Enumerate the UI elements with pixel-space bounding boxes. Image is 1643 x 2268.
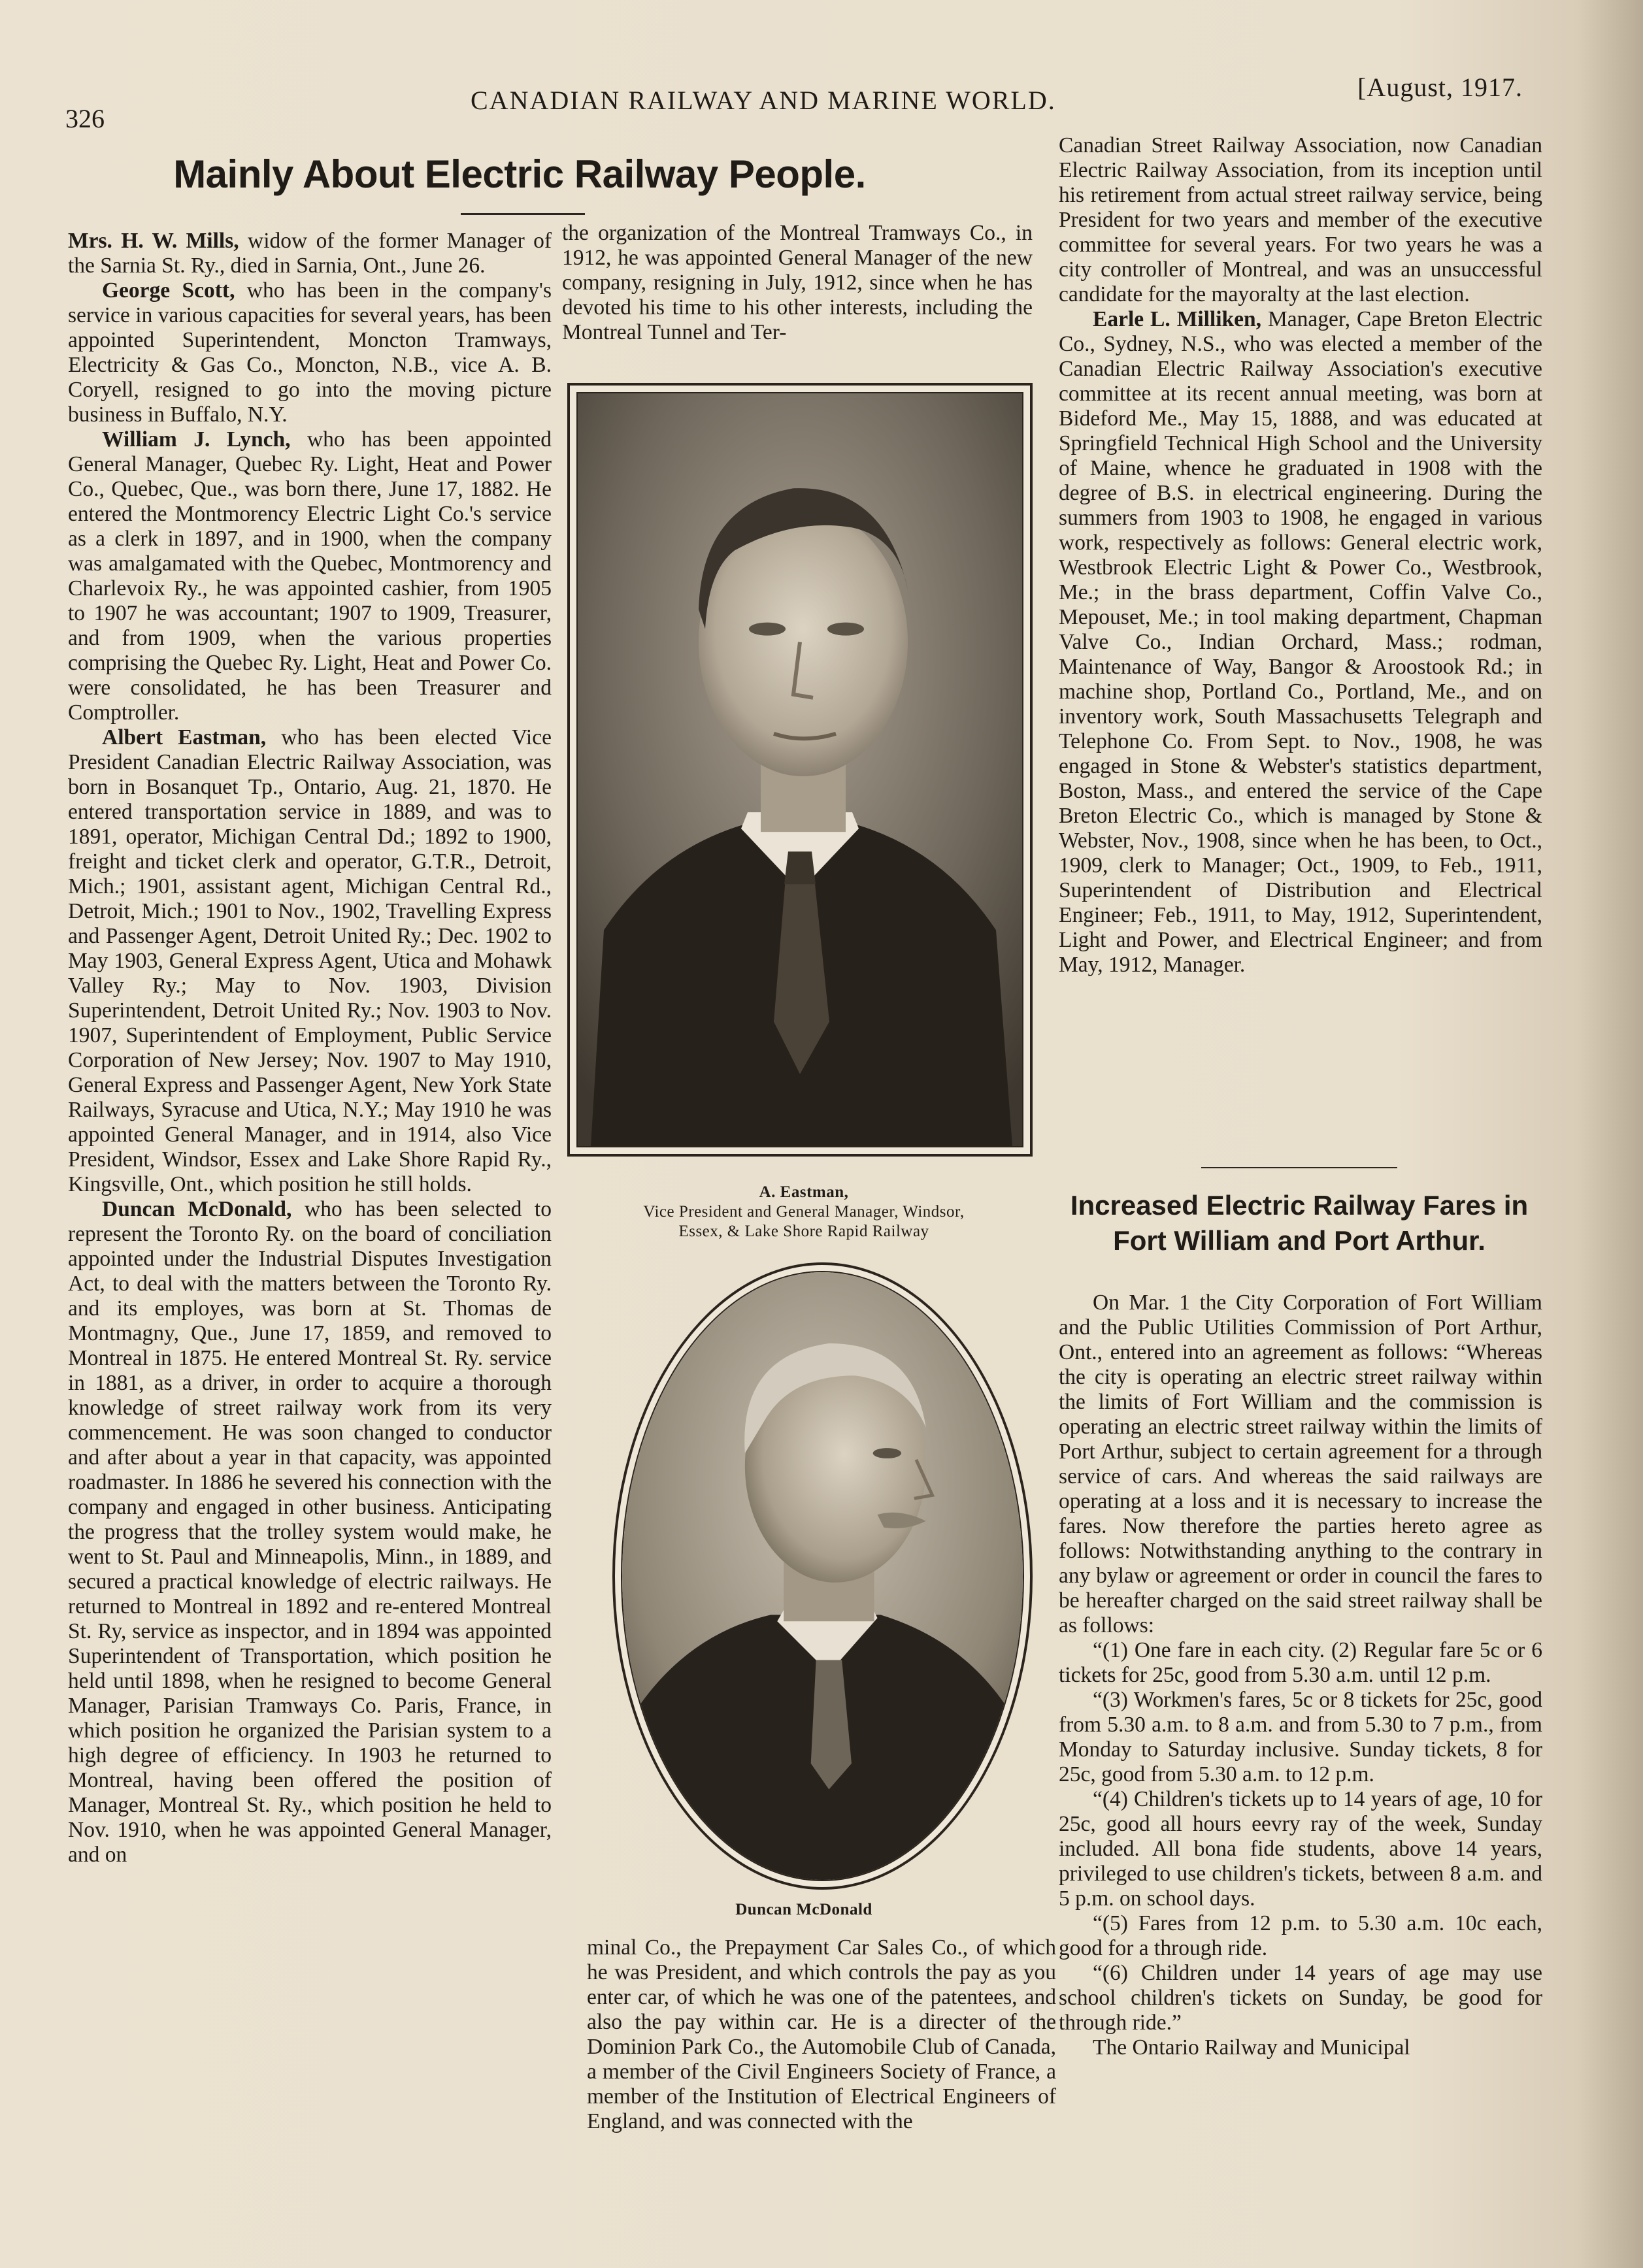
person-name: Duncan McDonald, [102,1197,292,1221]
section-title-line-1: Increased Electric Railway Fares in [1070,1190,1529,1221]
fares-item: “(5) Fares from 12 p.m. to 5.30 a.m. 10c each, good for a through ride. [1059,1911,1542,1960]
paragraph-mcdonald-cont-3: Canadian Street Railway Association, now Canadian Electric Railway Association, from its inception until his retirement from actual street railway service, being President for two years and member of the executive committee for several years. For two years he was a city controller of Montreal, and was an unsuccessful candidate for the mayoralty at the last election. [1059,133,1542,306]
fares-paragraph: The Ontario Railway and Municipal [1093,2035,1410,2060]
section-divider [1201,1167,1397,1168]
fares-item: “(6) Children under 14 years of age may use school children's tickets on Sunday, be good for through ride.” [1059,1961,1542,2035]
journal-title: CANADIAN RAILWAY AND MARINE WORLD. [471,86,1056,115]
person-name: William J. Lynch, [102,427,291,452]
paragraph-mcdonald-cont-2: minal Co., the Prepayment Car Sales Co., of which he was President, and which controls the pay as you enter car, of which he was one of the patentees, and also the pay within car. He is a directer of the Dominion Park Co., the Automobile Club of Canada, a member of the Civil Engineers Society of France, a member of the Institution of Electrical Engineers of England, and was connected with the [587,1935,1056,2133]
paragraph-mcdonald [68,1197,552,1867]
column-1 [68,229,552,1867]
paragraph-mills [68,229,552,278]
paragraph-text: widow of the former Manager of the Sarnia St. Ry., died in Sarnia, Ont., June 26. [68,229,552,278]
caption-company: Essex, & Lake Shore Rapid Railway [678,1223,929,1240]
mcdonald-caption: Duncan McDonald [735,1901,872,1918]
paragraph-milliken [1059,307,1542,978]
person-name: George Scott, [102,278,235,303]
eastman-photo [567,383,1033,1157]
article-title: Mainly About Electric Railway People. [173,152,866,196]
title-divider [461,213,585,215]
page-header [65,65,1523,133]
paragraph-text: who has been appointed General Manager, Quebec Ry. Light, Heat and Power Co., Quebec, Que., was born there, June 17, 1882. He entered the Montmorency Electric Light Co.'s service as a clerk in 1897, and in 1900, when the company was amalgamated with the Quebec, Montmorency and Charlevoix Ry., he was appointed cashier, from 1905 to 1907 he was accountant; 1907 to 1909, Treasurer, and from 1909, when the various properties comprising the Quebec Ry. Light, Heat and Power Co. were consolidated, he has been Treasurer and Comptroller. [68,427,552,725]
caption-name: A. Eastman, [759,1183,849,1201]
mcdonald-portrait-image [621,1271,1024,1881]
eastman-portrait-image [576,392,1023,1147]
column-3-bottom [1059,1290,1542,2060]
paragraph-text: who has been selected to represent the Toronto Ry. on the board of conciliation appointed under the Industrial Disputes Investigation Act, to deal with the matters between the Toronto Ry. and its employes, was born at St. Thomas de Montmagny, Que., June 17, 1859, and removed to Montreal in 1875. He entered Montreal St. Ry. service in 1881, as a driver, in order to acquire a thorough knowledge of street railway work from its very commencement. He was soon changed to conductor and after about a year in that capacity, was appointed roadmaster. In 1886 he severed his connection with the company and engaged in other business. Anticipating the progress that the trolley system would make, he went to St. Paul and Minneapolis, Minn., in 1889, and secured a practical knowledge of electric railways. He returned to Montreal in 1892 and re-entered Montreal St. Ry, service as inspector, and in 1894 was appointed Superintendent of Transportation, which position he held until 1898, when he resigned to become General Manager, Parisian Tramways Co. Paris, France, in which position he organized the Parisian system to a high degree of efficiency. In 1903 he returned to Montreal, having been offered the position of Manager, Montreal St. Ry., which position he held to Nov. 1910, when he was appointed General Manager, and on [68,1197,552,1867]
column-3-top [1059,133,1542,978]
eastman-caption [575,1183,1033,1241]
person-name: Albert Eastman, [102,725,267,749]
person-name: Earle L. Milliken, [1093,307,1262,331]
section-title [1057,1188,1541,1258]
fares-item: “(4) Children's tickets up to 14 years of age, 10 for 25c, good all hours eevry ray of the week, Sunday included. All bona fide students, above 14 years, privileged to use children's tickets, between 8 a.m. and 5 p.m. on school days. [1059,1787,1542,1911]
paragraph-text: who has been in the company's service in various capacities for several years, has been appointed Superintendent, Moncton Tramways, Electricity & Gas Co., Moncton, N.B., vice A. B. Coryell, resigned to go into the moving picture business in Buffalo, N.Y. [68,278,552,427]
paragraph-lynch [68,427,552,725]
fares-paragraph: On Mar. 1 the City Corporation of Fort William and the Public Utilities Commission of Port Arthur, Ont., entered into an agreement as follows: “Whereas the city is operating an electric street railway within the limits of Fort William and the commission is operating an electric street railway within the limits of Port Arthur, subject to certain agreement for a through service of cars. And whereas the said railways are operating at a loss and it is necessary to increase the fares. Now therefore the parties hereto agree as follows: Notwithstanding anything to the contrary in any bylaw or agreement or order in council the fares to be hereafter charged on the said street railway shall be as follows: [1059,1290,1542,1637]
paragraph-scott [68,278,552,427]
section-title-line-2: Fort William and Port Arthur. [1113,1225,1485,1256]
column-2-bottom [587,1935,1056,2134]
fares-item: “(3) Workmen's fares, 5c or 8 tickets for 25c, good from 5.30 a.m. to 8 a.m. and from 5.30 to 7 p.m., from Monday to Saturday inclusive. Sunday tickets, 8 for 25c, good from 5.30 a.m. to 12 p.m. [1059,1688,1542,1786]
issue-date: [August, 1917. [1357,73,1523,102]
mcdonald-photo [612,1262,1033,1890]
person-name: Mrs. H. W. Mills, [68,229,239,253]
page-number: 326 [65,104,105,133]
column-2-top [562,221,1033,345]
paragraph-eastman [68,725,552,1197]
paragraph-text: who has been elected Vice President Canadian Electric Railway Association, was born in Bosanquet Tp., Ontario, Aug. 21, 1870. He entered transportation service in 1889, and was to 1891, operator, Michigan Central Dd.; 1892 to 1900, freight and ticket clerk and operator, G.T.R., Detroit, Mich.; 1901, assistant agent, Michigan Central Rd., Detroit, Mich.; 1901 to Nov., 1902, Travelling Express and Passenger Agent, Detroit United Ry.; Dec. 1902 to May 1903, General Express Agent, Utica and Mohawk Valley Ry.; May to Nov. 1903, Division Superintendent, Detroit United Ry.; Nov. 1903 to Nov. 1907, Superintendent of Employment, Public Service Corporation of New Jersey; Nov. 1907 to May 1910, General Express and Passenger Agent, New York State Railways, Syracuse and Utica, N.Y.; May 1910 he was appointed General Manager, and in 1914, also Vice President, Windsor, Essex and Lake Shore Rapid Ry., Kingsville, Ont., which position he still holds. [68,725,552,1196]
paragraph-mcdonald-cont: the organization of the Montreal Tramways Co., in 1912, he was appointed General Manager of the new company, resigning in July, 1912, since when he has devoted his time to his other interests, including the Montreal Tunnel and Ter- [562,221,1033,344]
caption-title: Vice President and General Manager, Windsor, [643,1203,965,1221]
paragraph-text: Manager, Cape Breton Electric Co., Sydney, N.S., who was elected a member of the Canadian Electric Railway Association's executive committee at its recent annual meeting, was born at Bideford Me., May 15, 1888, and was educated at Springfield Technical High School and the University of Maine, whence he graduated in 1908 with the degree of B.S. in electrical engineering. During the summers from 1903 to 1908, he engaged in various work, respectively as follows: General electric work, Westbrook Electric Light & Power Co., Westbrook, Me.; in the brass department, Coffin Valve Co., Mepouset, Me.; in tool making department, Chapman Valve Co., Indian Orchard, Mass.; rodman, Maintenance of Way, Bangor & Aroostook Rd.; in machine shop, Portland Co., Portland, Me., and on inventory work, South Massachusetts Telegraph and Telephone Co. From Sept. to Nov., 1908, he was engaged in Stone & Webster's statistics department, Boston, Mass., and entered the service of the Cape Breton Electric Co., which is managed by Stone & Webster, Nov., 1908, since when he has been, to Oct., 1909, clerk to Manager; Oct., 1909, to Feb., 1911, Superintendent of Distribution and Electrical Engineer; Feb., 1911, to May, 1912, Superintendent, Light and Power, and Electrical Engineer; and from May, 1912, Manager. [1059,307,1542,977]
fares-item: “(1) One fare in each city. (2) Regular fare 5c or 6 tickets for 25c, good from 5.30 a.m. until 12 p.m. [1059,1638,1542,1687]
